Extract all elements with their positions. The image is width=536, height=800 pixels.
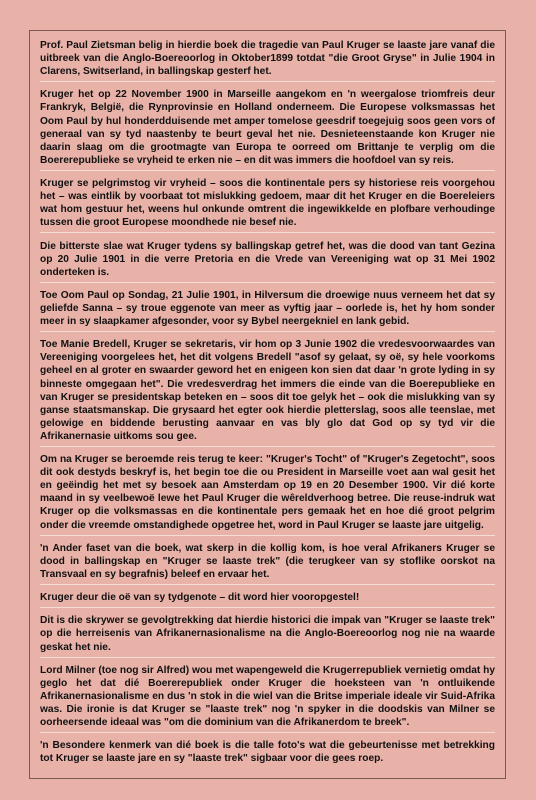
blurb-paragraph: Prof. Paul Zietsman belig in hierdie boek die tragedie van Paul Kruger se laaste jare vanaf die uitbreek van die Anglo-Boereoorlog in Oktober1899 totdat "die Groot Gryse" in Julie 1904 in Clarens, Switserland, in ballingskap gesterf het.	[40, 39, 495, 82]
blurb-paragraph: Dit is die skrywer se gevolgtrekking dat hierdie historici die impak van "Kruger se laaste trek" op die herreisenis van Afrikanernasionalisme na die Anglo-Boereoorlog nog nie na waarde geskat het nie.	[40, 614, 495, 657]
blurb-paragraph: Lord Milner (toe nog sir Alfred) wou met wapengeweld die Krugerrepubliek vernietig omdat hy geglo het dat dié Boererepubliek onder Kruger die hoeksteen van 'n ontluikende Afrikanernasionalisme en dus 'n stok in die wiel van die Britse imperiale ideale vir Suid-Afrika was. Die ironie is dat Kruger se "laaste trek" nog 'n spyker in die doodskis van Milner se oorheersende ideaal was "om die dominium van die Afrikanerdom te breek".	[40, 664, 495, 733]
blurb-paragraph: Die bitterste slae wat Kruger tydens sy ballingskap getref het, was die dood van tant Gezina op 20 Julie 1901 in die verre Pretoria en die Vrede van Vereeniging wat op 31 Mei 1902 onderteken is.	[40, 240, 495, 283]
blurb-paragraph: 'n Ander faset van die boek, wat skerp in die kollig kom, is hoe veral Afrikaners Kruger se dood in ballingskap en "Kruger se laaste trek" (die terugkeer van sy stoflike oorskot na Transvaal en sy begrafnis) beleef en ervaar het.	[40, 542, 495, 585]
blurb-paragraph: Toe Manie Bredell, Kruger se sekretaris, vir hom op 3 Junie 1902 die vredesvoorwaardes van Vereeniging voorgelees het, het dit volgens Bredell "asof sy gelaat, sy oë, sy hele voorkoms geheel en al groter en swaarder geword het en enigeen kon sien dat daar 'n grote lyding in sy binneste omgegaan het". Die vredesverdrag het immers die einde van die Boerepublieke en van Kruger se presidentskap beteken en – soos dit toe gelyk het – ook die mislukking van sy ganse staatsmanskap. Die grysaard het egter ook hierdie pletterslag, soos alle teenslae, met gelowige en biddende berusting aanvaar en vas bly glo dat God op sy tyd vir die Afrikanernasie uitkoms sou gee.	[40, 338, 495, 447]
blurb-paragraph: Toe Oom Paul op Sondag, 21 Julie 1901, in Hilversum die droewige nuus verneem het dat sy geliefde Sanna – sy troue eggenote van meer as vyftig jaar – oorlede is, het hy hom sonder meer in sy slaapkamer afgesonder, voor sy Bybel neergekniel en lank gebid.	[40, 289, 495, 332]
blurb-paragraph: Om na Kruger se beroemde reis terug te keer: "Kruger's Tocht" of "Kruger's Zegetocht", soos dit ook destyds beskryf is, het begin toe die ou President in Marseille voet aan wal gesit het en geëindig het met sy besoek aan Amsterdam op 19 en 20 Desember 1900. Vir dié korte maand in sy veelbewoë lewe het Paul Kruger die wêreldverhoog betree. Die reuse-indruk wat Kruger op die volksmassas en die kontinentale pers gemaak het en hoe dié groot pelgrim onder die vreemde omstandighede opgetree het, word in Paul Kruger se laaste jare uitgelig.	[40, 453, 495, 536]
blurb-paragraph: Kruger deur die oë van sy tydgenote – dit word hier vooropgestel!	[40, 591, 495, 608]
blurb-text-panel	[29, 30, 506, 779]
blurb-paragraph: 'n Besondere kenmerk van dié boek is die talle foto's wat die gebeurtenisse met betrekking tot Kruger se laaste jare en sy "laaste trek" sigbaar voor die gees roep.	[40, 740, 495, 765]
blurb-paragraph: Kruger se pelgrimstog vir vryheid – soos die kontinentale pers sy historiese reis voorgehou het – was eintlik by voorbaat tot mislukking gedoem, maar dit het Kruger en die Boereleiers wat hom gestuur het, weens hul onkunde omtrent die ingewikkelde en plofbare verhoudinge tussen die groot Europese moondhede nie besef nie.	[40, 177, 495, 233]
blurb-paragraph: Kruger het op 22 November 1900 in Marseille aangekom en 'n weergalose triomfreis deur Frankryk, België, die Rynprovinsie en Holland onderneem. Die Europese volksmassas het Oom Paul by hul honderdduisende met amper tomelose geesdrif toegejuig soos geen vors of generaal van sy tyd naastenby te beurt geval het nie. Desnieteenstaande kon Kruger nie daarin slaag om die grootmagte van Europa te oorreed om Brittanje te verplig om die Boererepublieke se vryheid te erken nie – en dit was immers die hoofdoel van sy reis.	[40, 88, 495, 171]
